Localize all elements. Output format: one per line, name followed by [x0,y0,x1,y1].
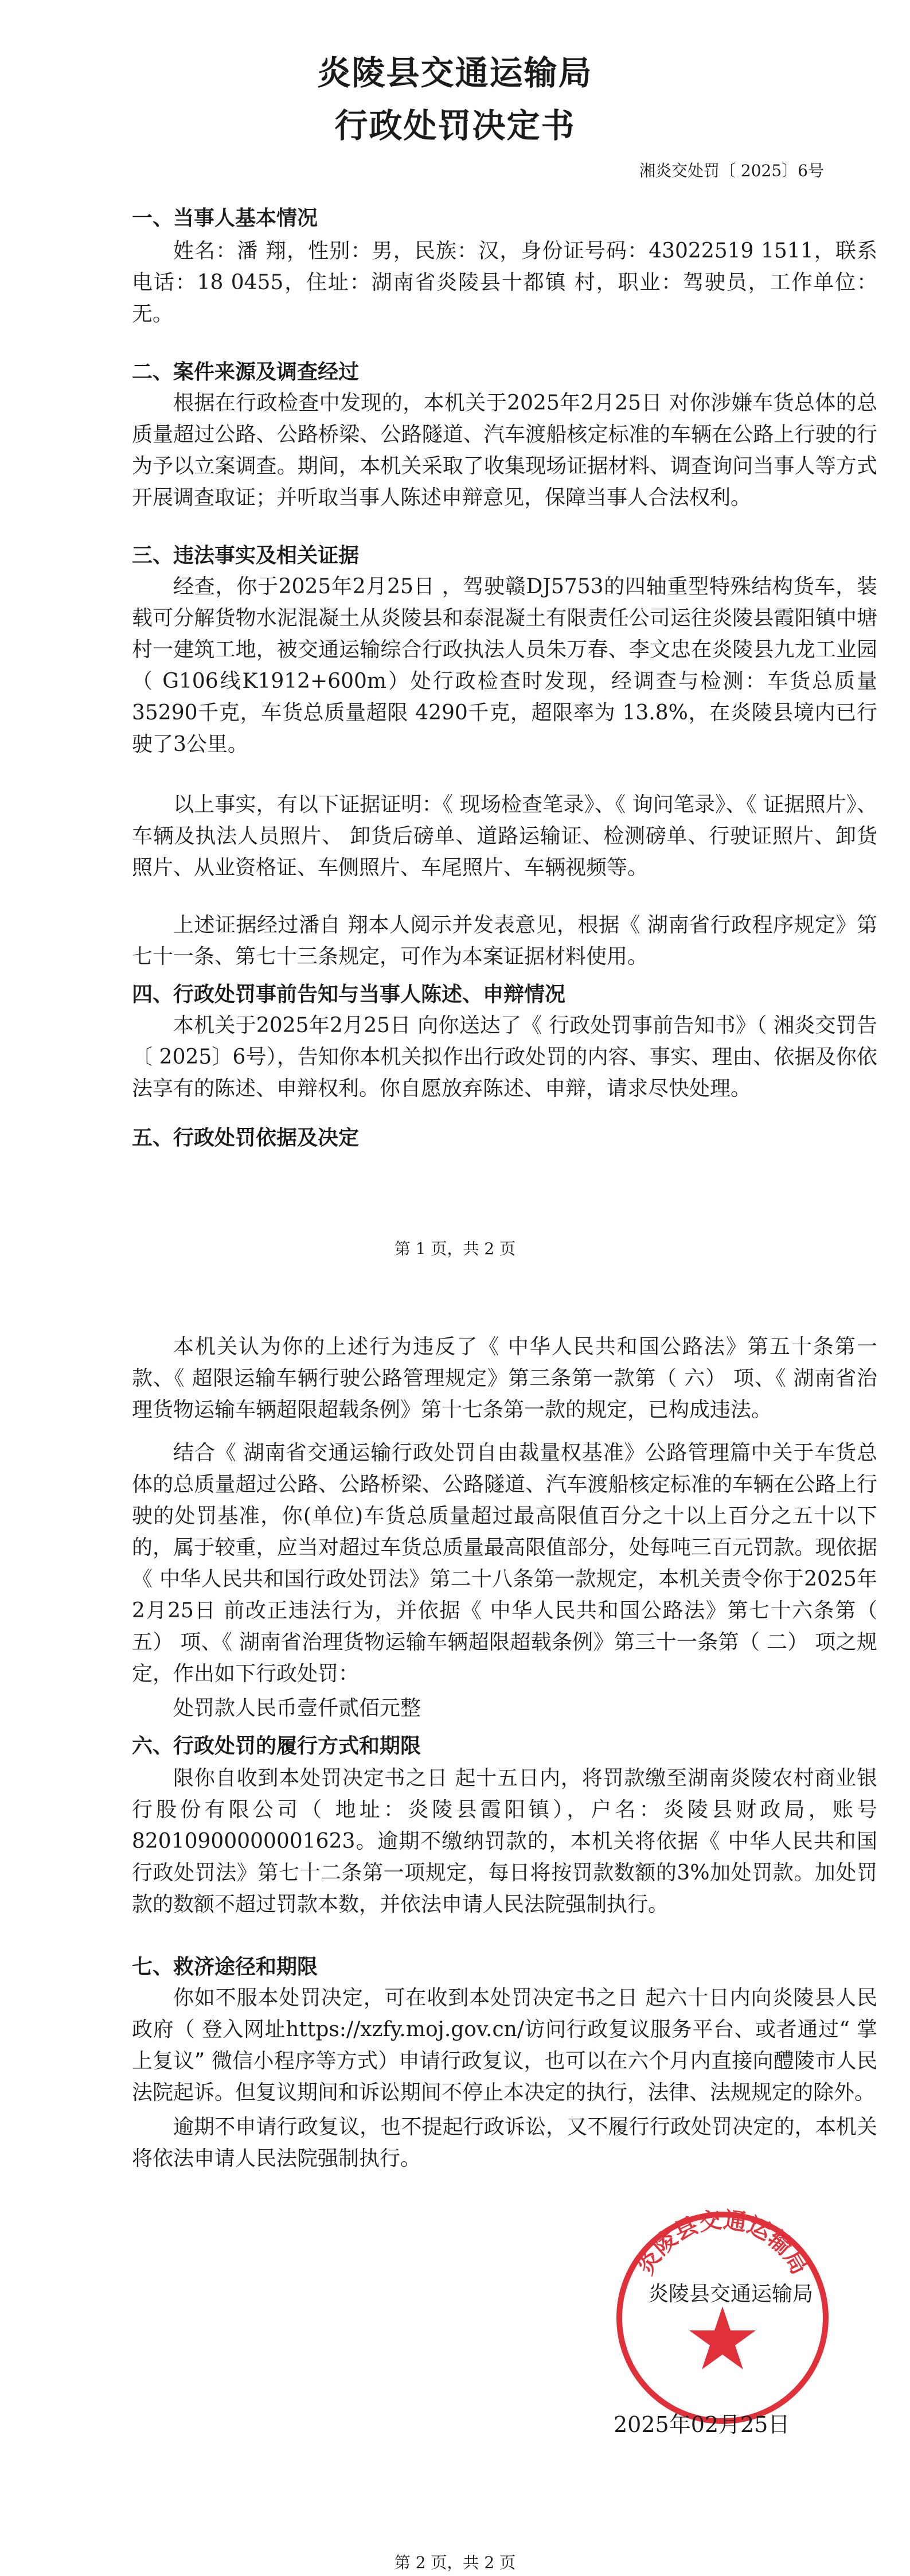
official-seal [608,2203,837,2433]
document-title: 行政处罚决定书 [334,106,576,145]
seal-star-icon [689,2306,756,2369]
penalty-amount-text: 处罚款人民币壹仟贰佰元整 [173,1696,421,1720]
decision-date: 2025年02月25日 [614,2412,790,2437]
payment-text: 限你自收到本处罚决定书之日 起十五日内，将罚款缴至湖南炎陵农村商业银行股份有限公司（ 地址：炎陵县霞阳镇），户名：炎陵县财政局，账号82010900000001623。逾期不缴纳罚款的，本机关将依据《 中华人民共和国行政处罚法》第七十二条第一项规定，每日将按罚款数额的3%加处罚款。加处罚款的数额不超过罚款本数，并依法申请人民法院强制执行。 [132,1766,877,1916]
evidence-review-text: 上述证据经过潘自 翔本人阅示并发表意见，根据《 湖南省行政程序规定》第七十一条、第七十三条规定，可作为本案证据材料使用。 [132,913,877,968]
remedy-text: 你如不服本处罚决定，可在收到本处罚决定书之日 起六十日内向炎陵县人民政府（ 登入网址https://xzfy.moj.gov.cn/访问行政复议服务平台、或者通过“ 掌上复议” 微信小程序等方式）申请行政复议，也可以在六个月内直接向醴陵市人民法院起诉。但复议期间和诉讼期间不停止本决定的执行，法律、法规规定的除外。 [132,1986,877,2104]
section-heading-payment: 六、行政处罚的履行方式和期限 [132,1734,421,1758]
enforcement-text: 逾期不申请行政复议，也不提起行政诉讼，又不履行行政处罚决定的，本机关将依法申请人民法院强制执行。 [132,2115,877,2170]
seal-text: 炎陵县交通运输局 [631,2206,814,2279]
agency-title: 炎陵县交通运输局 [317,53,593,92]
evidence-list-text: 以上事实，有以下证据证明：《 现场检查笔录》、《 询问笔录》、《 证据照片》、车辆及执法人员照片、 卸货后磅单、道路运输证、检测磅单、行驶证照片、卸货照片、从业资格证、车侧照片、车尾照片、车辆视频等。 [132,793,877,880]
penalty-basis-text: 结合《 湖南省交通运输行政处罚自由裁量权基准》公路管理篇中关于车货总体的总质量超过公路、公路桥梁、公路隧道、汽车渡船核定标准的车辆在公路上行驶的处罚基准，你(单位)车货总质量超过最高限值百分之十以上百分之五十以下的，属于较重，应当对超过车货总质量最高限值部分，处每吨三百元罚款。现依据《 中华人民共和国行政处罚法》第二十八条第一款规定，本机关责令你于2025年2月25日 前改正违法行为，并依据《 中华人民共和国公路法》第七十六条第（ 五） 项、《 湖南省治理货物运输车辆超限超载条例》第三十一条第（ 二） 项之规定，作出如下行政处罚： [132,1441,877,1686]
signing-authority: 炎陵县交通运输局 [648,2282,814,2306]
violation-basis-text: 本机关认为你的上述行为违反了《 中华人民共和国公路法》第五十条第一款、《 超限运输车辆行驶公路管理规定》第三条第一款第（ 六） 项、《 湖南省治理货物运输车辆超限超载条例》第十七条第一款的规定，已构成违法。 [132,1335,877,1422]
page-footer-1: 第 1 页，共 2 页 [394,1239,516,1258]
section-heading-remedy: 七、救济途径和期限 [132,1955,318,1979]
facts-text: 经查，你于2025年2月25日 ，驾驶赣DJ5753的四轴重型特殊结构货车，装载可分解货物水泥混凝土从炎陵县和泰混凝土有限责任公司运往炎陵县霞阳镇中塘村一建筑工地，被交通运输综合行政执法人员朱万春、李文忠在炎陵县九龙工业园（ G106线K1912+600m）处行政检查时发现，经调查与检测：车货总质量 35290千克，车货总质量超限 4290千克，超限率为 13.8%，在炎陵县境内已行驶了3公里。 [132,575,877,756]
section-heading-notice: 四、行政处罚事前告知与当事人陈述、申辩情况 [132,982,566,1006]
party-info-text: 姓名：潘 翔，性别：男，民族：汉，身份证号码：43022519 1511，联系电话：18 0455，住址：湖南省炎陵县十都镇 村，职业：驾驶员，工作单位：无。 [132,239,877,326]
section-heading-facts: 三、违法事实及相关证据 [132,543,360,567]
notice-text: 本机关于2025年2月25日 向你送达了《 行政处罚事前告知书》（ 湘炎交罚告〔 2025〕6号），告知你本机关拟作出行政处罚的内容、事实、理由、依据及你依法享有的陈述、申辩权利。你自愿放弃陈述、申辩，请求尽快处理。 [132,1014,877,1100]
document-number: 湘炎交处罚〔 2025〕6号 [639,161,824,180]
section-heading-basis: 五、行政处罚依据及决定 [132,1126,360,1150]
section-heading-case-source: 二、案件来源及调查经过 [132,360,360,384]
case-source-text: 根据在行政检查中发现的，本机关于2025年2月25日 对你涉嫌车货总体的总质量超过公路、公路桥梁、公路隧道、汽车渡船核定标准的车辆在公路上行驶的行为予以立案调查。期间，本机关采取了收集现场证据材料、调查询问当事人等方式开展调查取证；并听取当事人陈述申辩意见，保障当事人合法权利。 [132,391,877,509]
section-heading-party-info: 一、当事人基本情况 [132,206,318,230]
page-footer-2: 第 2 页，共 2 页 [394,2553,516,2572]
